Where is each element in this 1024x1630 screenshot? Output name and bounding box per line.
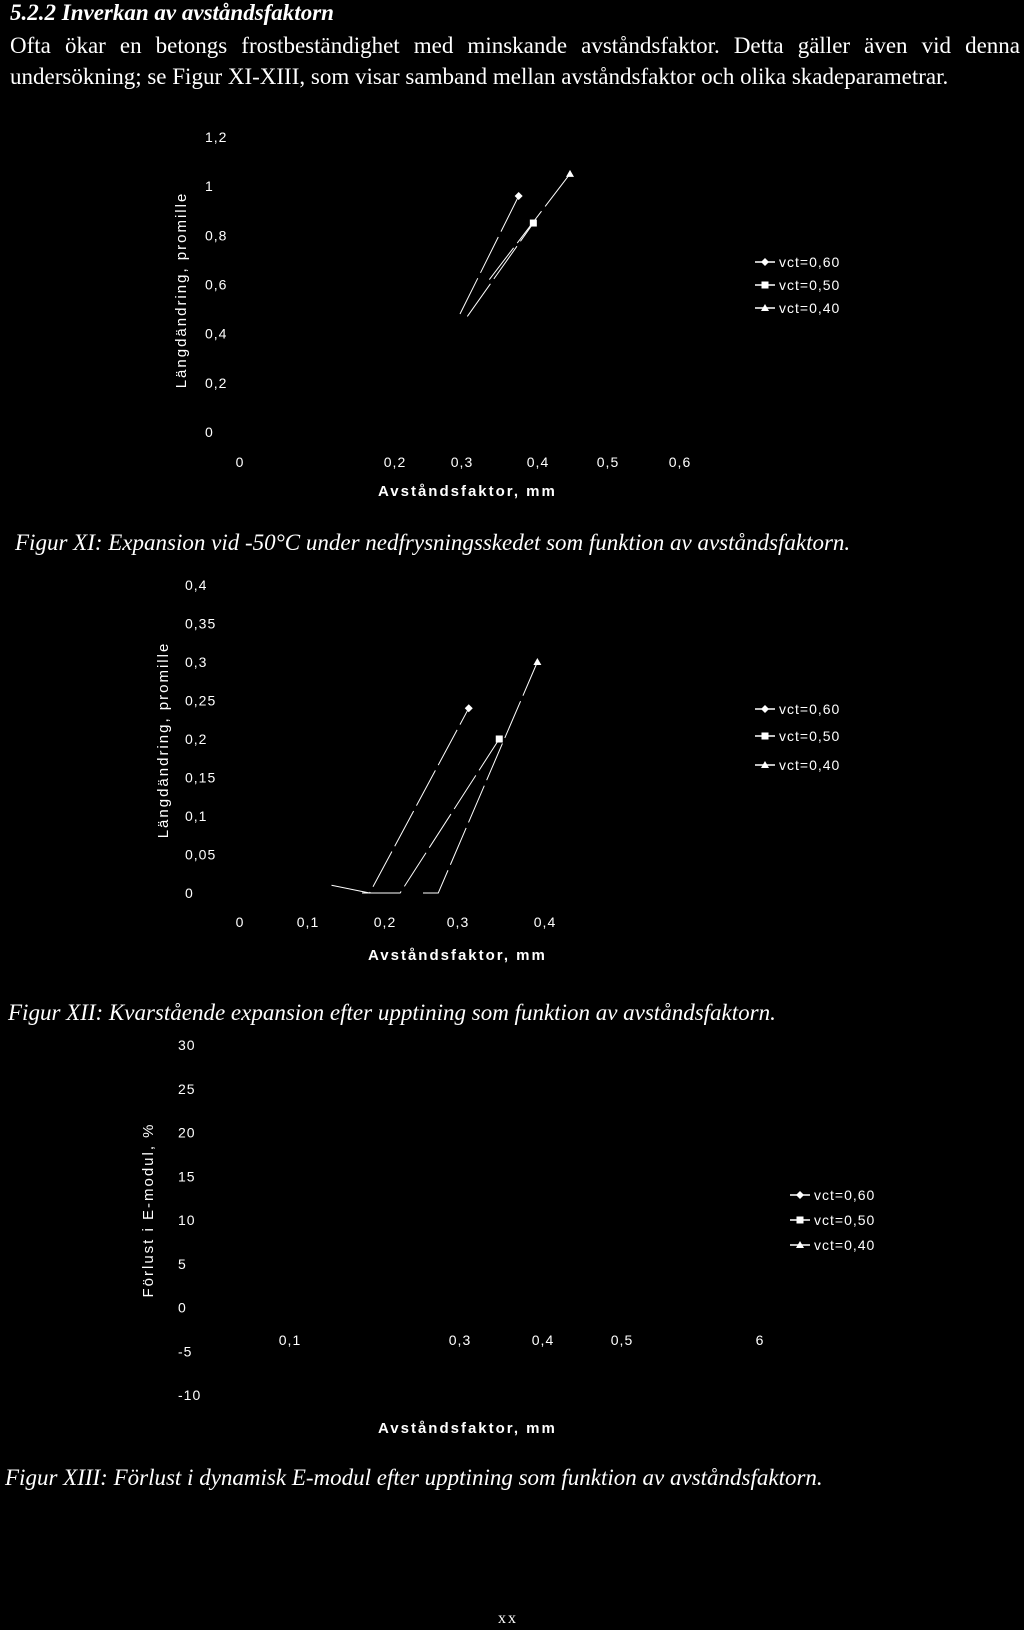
series-line bbox=[467, 223, 533, 316]
figure-xii-caption: Figur XII: Kvarstående expansion efter upptining som funktion av avståndsfaktorn. bbox=[8, 1000, 776, 1025]
legend-label: vct=0,60 bbox=[814, 1187, 876, 1203]
legend-marker bbox=[796, 1191, 804, 1199]
x-tick-label: 0,2 bbox=[383, 454, 407, 470]
series-point bbox=[566, 170, 574, 177]
y-tick-label: 0,35 bbox=[185, 615, 217, 632]
x-axis-label: Avståndsfaktor, mm bbox=[378, 1420, 557, 1437]
x-tick-label: 0,5 bbox=[610, 1332, 634, 1348]
x-tick-label: 0,3 bbox=[446, 914, 470, 930]
legend-marker bbox=[762, 282, 769, 289]
figure-xi-chart bbox=[0, 130, 1024, 520]
y-tick-label: 0,05 bbox=[185, 846, 217, 863]
x-axis-label: Avståndsfaktor, mm bbox=[378, 483, 557, 500]
y-tick-label: 0,2 bbox=[185, 731, 208, 747]
legend-label: vct=0,50 bbox=[779, 728, 841, 744]
legend-label: vct=0,40 bbox=[779, 300, 841, 316]
y-tick-label: 25 bbox=[178, 1080, 196, 1097]
x-tick-label: 0,4 bbox=[533, 914, 557, 930]
series-line bbox=[362, 739, 499, 893]
x-tick-label: 0,6 bbox=[668, 454, 692, 470]
y-tick-label: 0,2 bbox=[205, 374, 228, 391]
y-tick-label: 1,2 bbox=[205, 129, 228, 145]
series-point bbox=[515, 192, 523, 200]
x-tick-label: 6 bbox=[755, 1332, 765, 1348]
series-point bbox=[533, 658, 541, 665]
legend-label: vct=0,60 bbox=[779, 254, 841, 270]
y-tick-label: 20 bbox=[178, 1124, 196, 1141]
y-tick-label: 15 bbox=[178, 1168, 196, 1185]
x-tick-label: 0,5 bbox=[596, 454, 620, 470]
legend-label: vct=0,40 bbox=[779, 757, 841, 773]
legend-marker bbox=[797, 1217, 804, 1224]
y-axis-label: Längdändring, promille bbox=[155, 641, 172, 839]
y-tick-label: 0,25 bbox=[185, 692, 217, 709]
y-tick-label: 1 bbox=[205, 178, 214, 195]
x-tick-label: 0,2 bbox=[373, 914, 397, 930]
y-tick-label: 0,8 bbox=[205, 227, 228, 244]
series-line bbox=[332, 708, 469, 893]
x-tick-label: 0 bbox=[235, 454, 245, 470]
y-tick-label: 0 bbox=[205, 424, 214, 440]
x-axis-label: Avståndsfaktor, mm bbox=[368, 947, 547, 964]
section-heading: 5.2.2 Inverkan av avståndsfaktorn bbox=[10, 0, 334, 25]
legend-marker bbox=[761, 258, 769, 266]
y-tick-label: -10 bbox=[178, 1387, 202, 1403]
legend-label: vct=0,50 bbox=[779, 277, 841, 293]
x-tick-label: 0,4 bbox=[531, 1332, 555, 1348]
y-tick-label: 10 bbox=[178, 1212, 196, 1228]
figure-xii-chart bbox=[0, 577, 1024, 990]
x-tick-label: 0 bbox=[235, 914, 245, 930]
x-tick-label: 0,4 bbox=[526, 454, 550, 470]
y-tick-label: 30 bbox=[178, 1037, 196, 1053]
x-tick-label: 0,3 bbox=[450, 454, 474, 470]
figure-xi-caption: Figur XI: Expansion vid -50°C under nedfrysningsskedet som funktion av avståndsfaktorn. bbox=[15, 530, 851, 555]
y-tick-label: 0,1 bbox=[185, 808, 208, 824]
series-line bbox=[423, 662, 537, 893]
y-tick-label: 0,3 bbox=[185, 654, 208, 670]
figure-xiii-chart bbox=[0, 1037, 1024, 1460]
series-point bbox=[496, 736, 503, 743]
y-tick-label: 5 bbox=[178, 1255, 187, 1272]
legend-label: vct=0,60 bbox=[779, 701, 841, 717]
y-tick-label: 0,4 bbox=[205, 325, 228, 342]
x-tick-label: 0,1 bbox=[296, 914, 320, 930]
y-tick-label: 0 bbox=[185, 885, 194, 901]
y-axis-label: Förlust i E-modul, % bbox=[140, 1122, 157, 1298]
page-number: xx bbox=[498, 1610, 518, 1627]
figure-xiii-caption: Figur XIII: Förlust i dynamisk E-modul efter upptining som funktion av avståndsfaktorn. bbox=[5, 1465, 823, 1490]
y-tick-label: 0,15 bbox=[185, 769, 217, 786]
y-tick-label: 0 bbox=[178, 1299, 187, 1316]
y-tick-label: 0,4 bbox=[185, 577, 208, 593]
y-tick-label: -5 bbox=[178, 1343, 193, 1360]
legend-label: vct=0,50 bbox=[814, 1212, 876, 1228]
x-tick-label: 0,1 bbox=[278, 1332, 302, 1348]
section-paragraph: Ofta ökar en betongs frostbeständighet med minskande avståndsfaktor. Detta gäller även vid denna undersökning; se Figur XI-XIII, som visar samband mellan avståndsfaktor och olika skadeparametrar. bbox=[10, 33, 1020, 89]
y-axis-label: Längdändring, promille bbox=[173, 191, 190, 389]
y-tick-label: 0,6 bbox=[205, 276, 228, 293]
legend-marker bbox=[761, 705, 769, 713]
x-tick-label: 0,3 bbox=[448, 1332, 472, 1348]
legend-label: vct=0,40 bbox=[814, 1237, 876, 1253]
series-line bbox=[489, 174, 570, 280]
legend-marker bbox=[762, 733, 769, 740]
series-line bbox=[460, 196, 519, 314]
series-point bbox=[465, 704, 473, 712]
